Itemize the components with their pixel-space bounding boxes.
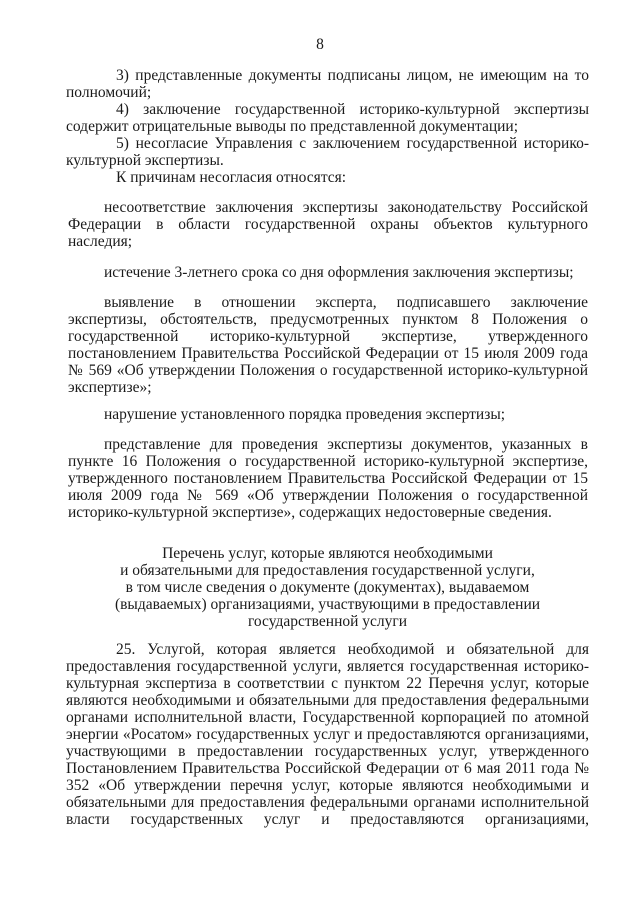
section-heading-line: (выдаваемых) организациями, участвующими в предоставлении <box>114 596 541 613</box>
page-number: 8 <box>316 36 324 53</box>
reasons-intro: К причинам несогласия относятся: <box>116 169 347 186</box>
section-heading <box>66 545 589 630</box>
section-heading-line: Перечень услуг, которые являются необходимыми <box>162 545 493 562</box>
list-item-5: 5) несогласие Управления с заключением государственной историко-культурной экспертизы. <box>66 135 589 169</box>
list-item-4: 4) заключение государственной историко-культурной экспертизы содержит отрицательные выводы по представленной документации; <box>66 101 589 135</box>
list-item-3: 3) представленные документы подписаны лицом, не имеющим на то полномочий; <box>66 67 589 101</box>
paragraph-25: 25. Услугой, которая является необходимой и обязательной для предоставления государственной услуги, является государственная историко-культурная экспертиза в соответствии с пунктом 22 Перечня услуг, которые являются необходимыми и обязательными для предоставления федеральными органами исполнительной власти, Государственной корпорацией по атомной энергии «Росатом» государственных услуг и предоставляются организациями, участвующими в предоставлении государственных услуг, утвержденного Постановлением Правительства Российской Федерации от 6 мая 2011 года № 352 «Об утверждении перечня услуг, которые являются необходимыми и обязательными для предоставления федеральными органами исполнительной власти государственных услуг и предоставляются организациями, <box>66 641 589 828</box>
reason-item-5: представление для проведения экспертизы документов, указанных в пункте 16 Положения о государственной историко-культурной экспертизе, утвержденного постановлением Правительства Российской Федерации от 15 июля 2009 года № 569 «Об утверждении Положения о государственной историко-культурной экспертизе», содержащих недостоверные сведения. <box>68 436 588 521</box>
section-heading-line: государственной услуги <box>247 613 408 630</box>
reason-item-1: несоответствие заключения экспертизы законодательству Российской Федерации в области государственной охраны объектов культурного наследия; <box>68 199 588 250</box>
section-heading-line: в том числе сведения о документе (документах), выдаваемом <box>125 579 530 596</box>
reason-item-4: нарушение установленного порядка проведения экспертизы; <box>104 406 506 423</box>
section-heading-line: и обязательными для предоставления государственной услуги, <box>120 562 535 579</box>
reason-item-2: истечение 3-летнего срока со дня оформления заключения экспертизы; <box>104 264 574 281</box>
reason-item-3: выявление в отношении эксперта, подписавшего заключение экспертизы, обстоятельств, предусмотренных пунктом 8 Положения о государственной историко-культурной экспертизе, утвержденного постановлением Правительства Российской Федерации от 15 июля 2009 года № 569 «Об утверждении Положения о государственной историко-культурной экспертизе»; <box>68 294 588 396</box>
